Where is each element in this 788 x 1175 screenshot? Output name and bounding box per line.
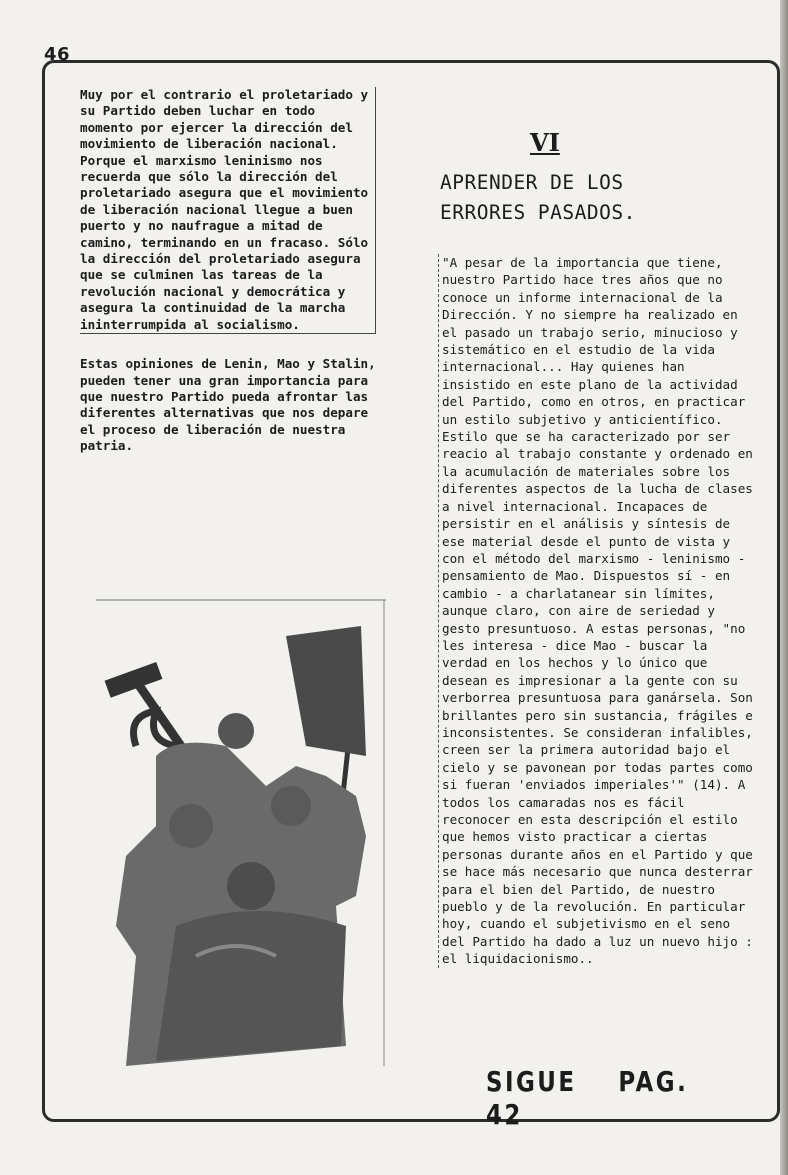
hammer-sickle-flag-illustration — [96, 596, 386, 1076]
right-column — [438, 254, 754, 968]
left-paragraph-2: Estas opiniones de Lenin, Mao y Stalin, pueden tener una gran importancia para que nuestro Partido pueda afrontar las diferentes alternativas que nos depare el proceso de liberación de nuestra patria. — [80, 356, 376, 454]
left-paragraph-1: Muy por el contrario el proletariado y su Partido deben luchar en todo momento por ejercer la dirección del movimiento de liberación nacional. Porque el marxismo leninismo nos recuerda que sólo la dirección del proletariado asegura que el movimiento de liberación nacional llegue a buen puerto y no naufrague a mitad de camino, terminando en un fracaso. Sólo la dirección del proletariado asegura que se culminen las tareas de la revolución nacional y democrática y asegura la continuidad de la marcha ininterrumpida al socialismo. — [80, 87, 376, 334]
continued-footer — [486, 1065, 734, 1131]
page-edge-shadow — [780, 0, 788, 1175]
page-number: 46 — [44, 44, 71, 65]
chapter-title-line-1: APRENDER DE LOS — [440, 171, 624, 194]
continue-label: SIGUE — [486, 1065, 577, 1098]
page-reference: PAG. 42 — [486, 1065, 689, 1131]
left-column — [80, 87, 376, 455]
chapter-number: VI — [530, 128, 560, 157]
chapter-title — [440, 168, 740, 228]
workers-illustration — [96, 596, 386, 1076]
right-body-text: "A pesar de la importancia que tiene, nuestro Partido hace tres años que no conoce un informe internacional de la Dirección. Y no siempre ha realizado en el pasado un trabajo serio, minucioso y sistemático en el estudio de la vida internacional... Hay quienes han insistido en este plano de la actividad del Partido, como en otros, en practicar un estilo subjetivo y anticientífico. Estilo que se ha caracterizado por ser reacio al trabajo constante y ordenado en la acumulación de materiales sobre los diferentes aspectos de la lucha de clases a nivel internacional. Incapaces de persistir en el análisis y síntesis de ese material desde el punto de vista y con el método del marxismo - leninismo - pensamiento de Mao. Dispuestos sí - en cambio - a charlatanear sin límites, aunque claro, con aire de seriedad y gesto presuntuoso. A estas personas, "no les interesa - dice Mao - buscar la verdad en los hechos y lo único que desean es impresionar a la gente con su verborrea presuntuosa para ganársela. Son brillantes pero sin sustancia, frágiles e inconsistentes. Se consideran infalibles, creen ser la primera autoridad bajo el cielo y se pavonean por todas partes como si fueran 'enviados imperiales'" (14). A todos los camaradas nos es fácil reconocer en esta descripción el estilo que hemos visto practicar a ciertas personas durante años en el Partido y que se hace más necesario que nunca desterrar para el bien del Partido, de nuestro pueblo y de la revolución. En particular hoy, cuando el subjetivismo en el seno del Partido ha dado a luz un nuevo hijo : el liquidacionismo.. — [442, 255, 753, 967]
chapter-title-line-2: ERRORES PASADOS. — [440, 201, 636, 224]
